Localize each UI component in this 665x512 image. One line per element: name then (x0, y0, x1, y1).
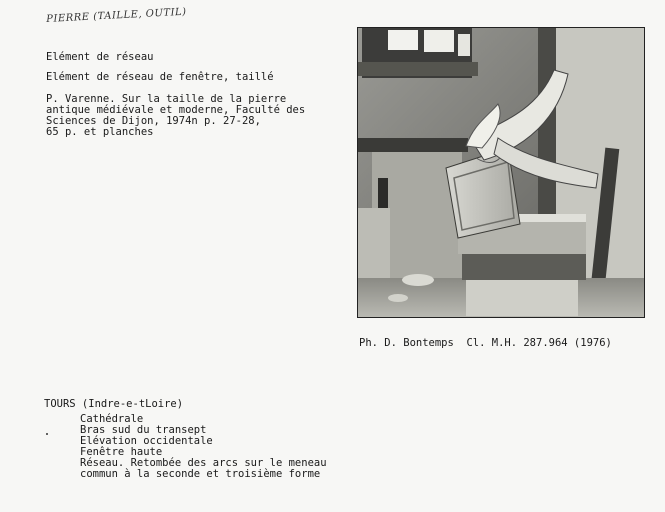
element-description: Elément de réseau de fenêtre, taillé (46, 71, 274, 83)
stone-tracery-photograph (357, 27, 645, 318)
location-details (80, 414, 327, 480)
reference-line: antique médiévale et moderne, Faculté des (46, 104, 306, 116)
photo-credit: Ph. D. Bontemps Cl. M.H. 287.964 (1976) (359, 337, 612, 349)
element-title: Elément de réseau (46, 51, 154, 63)
ink-mark (46, 433, 48, 435)
location-line: Bras sud du transept (80, 424, 207, 436)
photo-illustration (358, 28, 644, 317)
location-heading: TOURS (Indre-e-tLoire) (44, 398, 184, 410)
location-line: Cathédrale (80, 413, 144, 425)
reference-line: 65 p. et planches (46, 126, 154, 138)
location-line: Réseau. Retombée des arcs sur le meneau (80, 457, 327, 469)
location-line: commun à la seconde et troisième forme (80, 468, 321, 480)
reference-line: P. Varenne. Sur la taille de la pierre (46, 93, 287, 105)
location-line: Elévation occidentale (80, 435, 213, 447)
handwritten-note: PIERRE (TAILLE, OUTIL) (46, 6, 187, 25)
location-line: Fenêtre haute (80, 446, 163, 458)
reference-line: Sciences de Dijon, 1974n p. 27-28, (46, 115, 261, 127)
bibliographic-reference (46, 94, 305, 138)
